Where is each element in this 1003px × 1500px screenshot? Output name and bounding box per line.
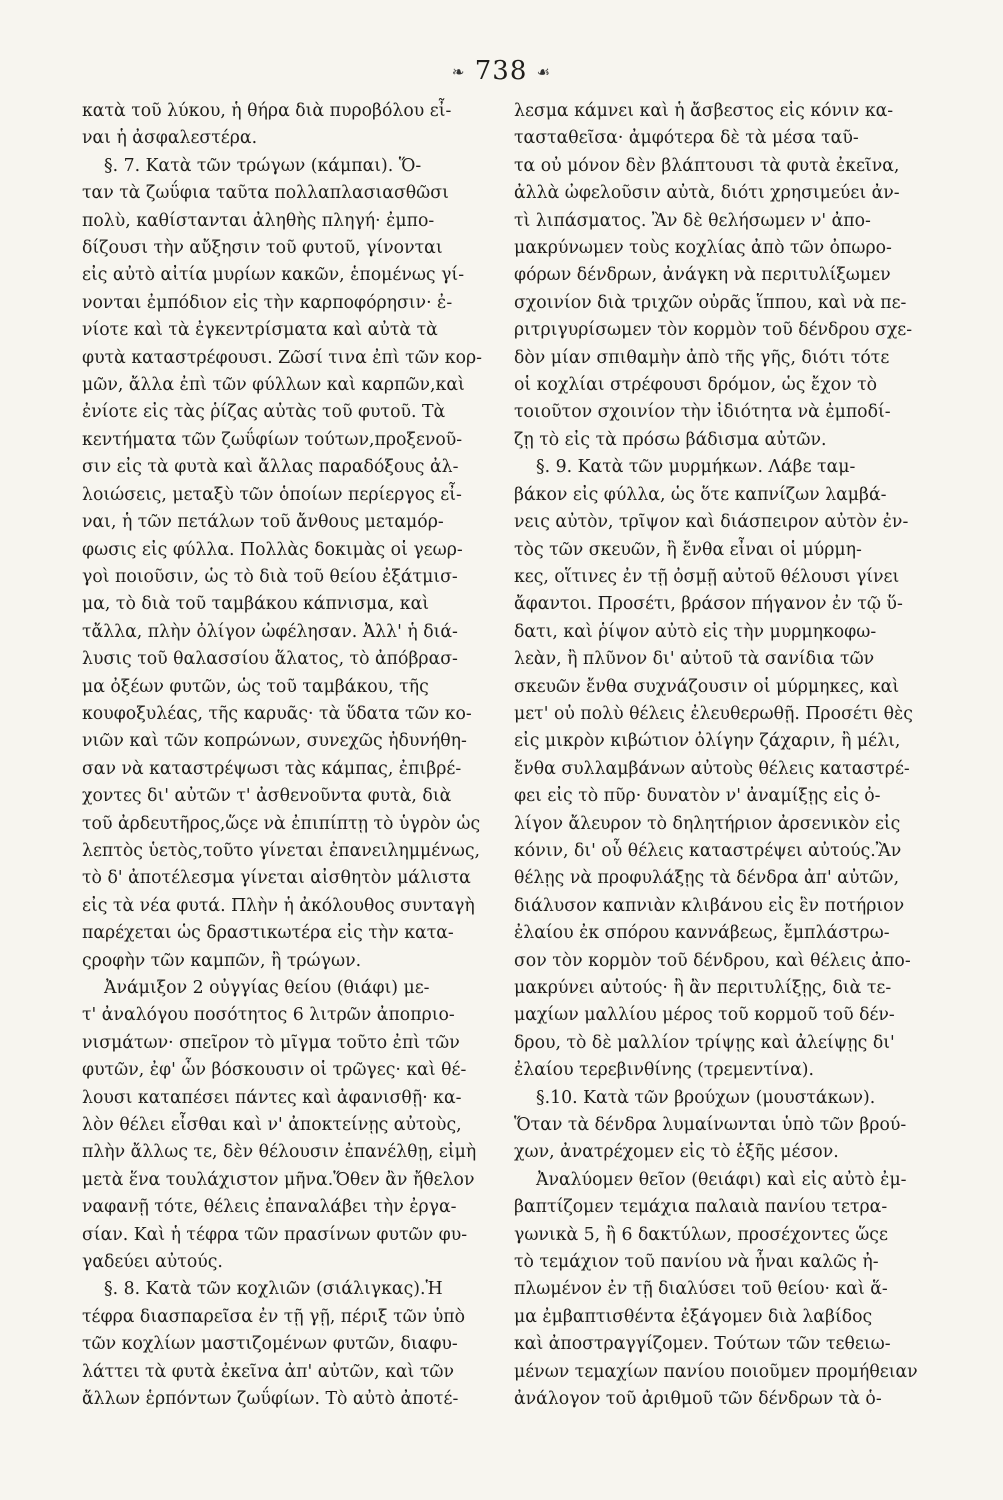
text-line: τὸ δ' ἀποτέλεσμα γίνεται αἰσθητὸν μάλιστα	[82, 868, 471, 889]
text-line: καὶ ἀποστραγγίζομεν. Τούτων τῶν τεθειω-	[514, 1334, 891, 1355]
text-line: μα ἐμβαπτισθέντα ἐξάγομεν διὰ λαβίδος	[514, 1306, 873, 1327]
text-line: σίαν. Καὶ ἡ τέφρα τῶν πρασίνων φυτῶν φυ-	[82, 1224, 468, 1245]
text-line: δατι, καὶ ῥίψον αὐτὸ εἰς τὴν μυρμηκοφω-	[514, 621, 877, 642]
text-line: μετὰ ἕνα τουλάχιστον μῆνα.Ὅθεν ἂν ἤθελον	[82, 1169, 475, 1190]
text-line: ζῃ τὸ εἰς τὰ πρόσω βάδισμα αὐτῶν.	[514, 429, 827, 450]
text-line: εἰς αὐτὸ αἰτία μυρίων κακῶν, ἑπομένως γί-	[82, 265, 465, 286]
right-column	[514, 98, 922, 1414]
text-line: τὶ λιπάσματος. Ἂν δὲ θελήσωμεν ν' ἀπο-	[514, 210, 871, 231]
text-line: σαν νὰ καταστρέψωσι τὰς κάμπας, ἐπιβρέ-	[82, 758, 462, 779]
text-line: πλωμένον ἐν τῇ διαλύσει τοῦ θείου· καὶ ἅ-	[514, 1279, 888, 1300]
text-line: παρέχεται ὡς δραστικωτέρα εἰς τὴν κατα-	[82, 923, 454, 944]
text-line: μένων τεμαχίων πανίου ποιοῦμεν προμήθειαν	[514, 1361, 918, 1382]
text-line: μετ' οὐ πολὺ θέλεις ἐλευθερωθῇ. Προσέτι θὲς	[514, 703, 913, 724]
text-line: μακρύνει αὐτούς· ἢ ἂν περιτυλίξῃς, διὰ τε-	[514, 978, 892, 998]
text-line: τὸ τεμάχιον τοῦ πανίου νὰ ἦναι καλῶς ἠ-	[514, 1252, 879, 1273]
text-line: εἰς τὰ νέα φυτά. Πλὴν ἡ ἀκόλουθος συνταγὴ	[82, 895, 475, 916]
ornament-left-icon: ❧	[451, 63, 466, 81]
page-header	[0, 56, 1003, 86]
text-line: ναι, ἡ τῶν πετάλων τοῦ ἄνθους μεταμόρ-	[82, 512, 444, 533]
text-line: κες, οἵτινες ἐν τῇ ὀσμῇ αὐτοῦ θέλουσι γίνει	[514, 566, 900, 587]
text-line: νιῶν καὶ τῶν κοπρώνων, συνεχῶς ἠδυνήθη-	[82, 731, 467, 752]
ornament-right-icon: ☙	[536, 63, 552, 81]
text-line: ἀνάλογον τοῦ ἀριθμοῦ τῶν δένδρων τὰ ὁ-	[514, 1389, 882, 1410]
text-line: φόρων δένδρων, ἀνάγκη νὰ περιτυλίξωμεν	[514, 265, 891, 286]
text-line: ταν τὰ ζωΰφια ταῦτα πολλαπλασιασθῶσι	[82, 183, 449, 204]
text-line: νεις αὐτὸν, τρῖψον καὶ διάσπειρον αὐτὸν ἐν-	[514, 512, 909, 533]
text-line: σον τὸν κορμὸν τοῦ δένδρου, καὶ θέλεις ἀπο-	[514, 950, 911, 971]
text-line: ναι ἡ ἀσφαλεστέρα.	[82, 128, 258, 149]
text-line: θέλῃς νὰ προφυλάξῃς τὰ δένδρα ἀπ' αὐτῶν,	[514, 868, 900, 889]
text-line: §. 9. Κατὰ τῶν μυρμήκων. Λάβε ταμ-	[536, 457, 856, 478]
text-line: μαχίων μαλλίου μέρος τοῦ κορμοῦ τοῦ δέν-	[514, 1005, 895, 1026]
text-line: χων, ἀνατρέχομεν εἰς τὸ ἑξῆς μέσον.	[514, 1142, 839, 1163]
text-line: φωσις εἰς φύλλα. Πολλὰς δοκιμὰς οἱ γεωρ-	[82, 539, 463, 560]
text-line: χοντες δι' αὐτῶν τ' ἀσθενοῦντα φυτὰ, διὰ	[82, 786, 452, 807]
text-line: φυτῶν, ἐφ' ὧν βόσκουσιν οἱ τρῶγες· καὶ θέ-	[82, 1060, 467, 1081]
text-line: γοὶ ποιοῦσιν, ὡς τὸ διὰ τοῦ θείου ἐξάτμισ-	[82, 566, 458, 587]
text-line: οἱ κοχλίαι στρέφουσι δρόμον, ὡς ἔχον τὸ	[514, 375, 878, 396]
text-line: §. 8. Κατὰ τῶν κοχλιῶν (σιάλιγκας).Ἡ	[104, 1279, 443, 1300]
text-line: λεὰν, ἢ πλῦνον δι' αὐτοῦ τὰ σανίδια τῶν	[514, 649, 875, 670]
text-line: τα οὐ μόνον δὲν βλάπτουσι τὰ φυτὰ ἐκεῖνα,	[514, 155, 900, 176]
text-line: κόνιν, δι' οὗ θέλεις καταστρέψει αὐτούς.Ἂν	[514, 840, 902, 861]
text-line: φει εἰς τὸ πῦρ· δυνατὸν ν' ἀναμίξῃς εἰς ὀ-	[514, 786, 881, 807]
text-line: ἄφαντοι. Προσέτι, βράσον πήγανον ἐν τῷ ὕ-	[514, 594, 903, 615]
text-line: βάκον εἰς φύλλα, ὡς ὅτε καπνίζων λαμβά-	[514, 484, 887, 505]
text-line: γωνικὰ 5, ἢ 6 δακτύλων, προσέχοντες ὥςε	[514, 1224, 888, 1245]
text-line: ριτριγυρίσωμεν τὸν κορμὸν τοῦ δένδρου σχε-	[514, 320, 913, 341]
text-line: λάττει τὰ φυτὰ ἐκεῖνα ἀπ' αὐτῶν, καὶ τῶν	[82, 1361, 454, 1382]
text-line: λίγον ἄλευρον τὸ δηλητήριον ἀρσενικὸν εἰς	[514, 813, 901, 834]
text-line: τῶν κοχλίων μαστιζομένων φυτῶν, διαφυ-	[82, 1334, 458, 1355]
text-line: ἐνίοτε εἰς τὰς ῥίζας αὐτὰς τοῦ φυτοῦ. Τὰ	[82, 402, 446, 423]
page-number: 738	[474, 56, 528, 86]
text-line: μακρύνωμεν τοὺς κοχλίας ἀπὸ τῶν ὀπωρο-	[514, 238, 892, 259]
text-line: Ἀναλύομεν θεῖον (θειάφι) καὶ εἰς αὐτὸ ἐμ-	[536, 1169, 907, 1190]
text-line: ἀλλὰ ὠφελοῦσιν αὐτὰ, διότι χρησιμεύει ἀν-	[514, 183, 900, 204]
text-line: Ὅταν τὰ δένδρα λυμαίνωνται ὑπὸ τῶν βρού-	[514, 1115, 907, 1136]
text-line: κουφοξυλέας, τῆς καρυᾶς· τὰ ὕδατα τῶν κο-	[82, 703, 472, 724]
text-line: λουσι καταπέσει πάντες καὶ ἀφανισθῇ· κα-	[82, 1087, 462, 1108]
text-line: κατὰ τοῦ λύκου, ἡ θήρα διὰ πυροβόλου εἶ-	[82, 101, 452, 121]
text-line: δὸν μίαν σπιθαμὴν ἀπὸ τῆς γῆς, διότι τότε	[514, 347, 890, 368]
text-line: λοιώσεις, μεταξὺ τῶν ὁποίων περίεργος εἶ-	[82, 484, 462, 505]
text-line: ςροφὴν τῶν καμπῶν, ἢ τρώγων.	[82, 950, 362, 971]
text-line: Ἀνάμιξον 2 οὐγγίας θείου (θιάφι) με-	[104, 978, 430, 998]
text-line: νίοτε καὶ τὰ ἐγκεντρίσματα καὶ αὐτὰ τὰ	[82, 320, 438, 341]
text-line: τοιοῦτον σχοινίον τὴν ἰδιότητα νὰ ἐμποδί-	[514, 402, 891, 423]
text-line: μα ὀξέων φυτῶν, ὡς τοῦ ταμβάκου, τῆς	[82, 676, 429, 697]
text-line: τέφρα διασπαρεῖσα ἐν τῇ γῇ, πέριξ τῶν ὑπὸ	[82, 1306, 465, 1327]
text-line: σκευῶν ἔνθα συχνάζουσιν οἱ μύρμηκες, καὶ	[514, 676, 900, 697]
text-line: ἄλλων ἑρπόντων ζωΰφίων. Τὸ αὐτὸ ἀποτέ-	[82, 1389, 459, 1410]
text-line: ἔνθα συλλαμβάνων αὐτοὺς θέλεις καταστρέ-	[514, 758, 910, 779]
text-line: διάλυσον καπνιὰν κλιβάνου εἰς ἓν ποτήριον	[514, 895, 905, 916]
text-line: πολὺ, καθίστανται ἀληθὴς πληγή· ἐμπο-	[82, 210, 435, 231]
text-line: ναφανῇ τότε, θέλεις ἐπαναλάβει τὴν ἐργα-	[82, 1197, 457, 1218]
text-line: σχοινίον διὰ τριχῶν οὐρᾶς ἵππου, καὶ νὰ πε-	[514, 292, 907, 313]
text-line: νισμάτων· σπεῖρον τὸ μῖγμα τοῦτο ἐπὶ τῶν	[82, 1032, 460, 1053]
text-line: ἐλαίου τερεβινθίνης (τρεμεντίνα).	[514, 1060, 815, 1081]
text-line: τἄλλα, πλὴν ὀλίγον ὠφέλησαν. Ἀλλ' ἡ διά-	[82, 621, 458, 642]
text-line: λεσμα κάμνει καὶ ἡ ἄσβεστος εἰς κόνιν κα-	[514, 101, 894, 121]
text-line: φυτὰ καταστρέφουσι. Ζῶσί τινα ἐπὶ τῶν κορ-	[82, 347, 482, 368]
text-line: §. 7. Κατὰ τῶν τρώγων (κάμπαι). Ὅ-	[104, 155, 422, 176]
text-line: τὸς τῶν σκευῶν, ἢ ἔνθα εἶναι οἱ μύρμη-	[514, 539, 862, 560]
text-line: εἰς μικρὸν κιβώτιον ὀλίγην ζάχαριν, ἢ μέλι,	[514, 731, 901, 752]
text-line: τ' ἀναλόγου ποσότητος 6 λιτρῶν ἀποπριο-	[82, 1005, 455, 1026]
text-line: λεπτὸς ὑετὸς,τοῦτο γίνεται ἐπανειλημμένως,	[82, 840, 481, 861]
left-column	[82, 98, 490, 1414]
text-line: βαπτίζομεν τεμάχια παλαιὰ πανίου τετρα-	[514, 1197, 888, 1218]
text-line: δίζουσι τὴν αὔξησιν τοῦ φυτοῦ, γίνονται	[82, 238, 443, 259]
text-line: κεντήματα τῶν ζωΰφίων τούτων,προξενοῦ-	[82, 429, 463, 450]
text-line: λυσις τοῦ θαλασσίου ἅλατος, τὸ ἀπόβρασ-	[82, 649, 458, 670]
text-line: σιν εἰς τὰ φυτὰ καὶ ἄλλας παραδόξους ἀλ-	[82, 457, 459, 478]
text-line: νονται ἐμπόδιον εἰς τὴν καρποφόρησιν· ἐ-	[82, 292, 453, 313]
text-line: μα, τὸ διὰ τοῦ ταμβάκου κάπνισμα, καὶ	[82, 594, 430, 615]
text-line: τασταθεῖσα· ἀμφότερα δὲ τὰ μέσα ταῦ-	[514, 128, 859, 149]
text-line: πλὴν ἄλλως τε, δὲν θέλουσιν ἐπανέλθῃ, εἰμὴ	[82, 1142, 477, 1163]
text-line: τοῦ ἀρδευτῆρος,ὥςε νὰ ἐπιπίπτῃ τὸ ὑγρὸν ὡς	[82, 813, 481, 834]
text-line: §.10. Κατὰ τῶν βρούχων (μουστάκων).	[536, 1087, 876, 1108]
text-line: δρου, τὸ δὲ μαλλίον τρίψῃς καὶ ἀλείψῃς δι'	[514, 1032, 895, 1053]
text-line: λὸν θέλει εἶσθαι καὶ ν' ἀποκτείνῃς αὐτοὺς,	[82, 1115, 462, 1136]
text-line: μῶν, ἄλλα ἐπὶ τῶν φύλλων καὶ καρπῶν,καὶ	[82, 375, 465, 396]
text-line: γαδεύει αὐτούς.	[82, 1252, 223, 1273]
text-line: ἐλαίου ἐκ σπόρου καννάβεως, ἔμπλάστρω-	[514, 923, 890, 944]
